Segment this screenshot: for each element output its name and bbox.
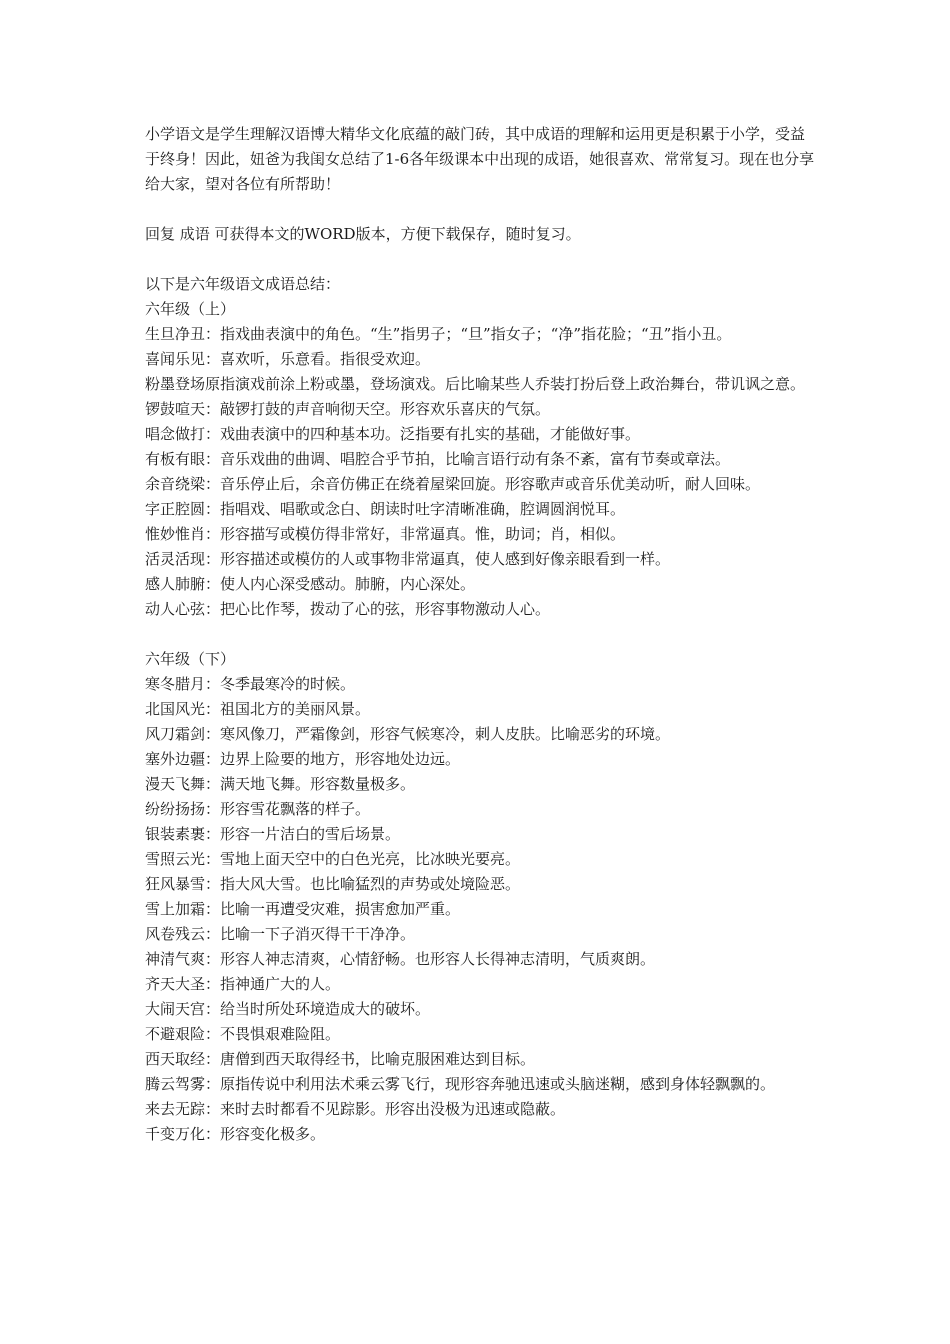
idiom-entry: 来去无踪：来时去时都看不见踪影。形容出没极为迅速或隐蔽。 — [145, 1100, 566, 1118]
idiom-entry: 狂风暴雪：指大风大雪。也比喻猛烈的声势或处境险恶。 — [145, 875, 521, 893]
intro-paragraph: 小学语文是学生理解汉语博大精华文化底蕴的敲门砖，其中成语的理解和运用更是积累于小学，受益于终身！因此，妞爸为我闺女总结了1-6各年级课本中出现的成语，她很喜欢、常常复习。现在也分享给大家，望对各位有所帮助！ — [145, 125, 815, 193]
idiom-entry: 活灵活现：形容描述或模仿的人或事物非常逼真，使人感到好像亲眼看到一样。 — [145, 550, 671, 568]
idiom-entry: 生旦净丑：指戏曲表演中的角色。“生”指男子；“旦”指女子；“净”指花脸；“丑”指小丑。 — [145, 325, 732, 343]
idiom-entry: 齐天大圣：指神通广大的人。 — [145, 975, 341, 993]
idiom-entry: 塞外边疆：边界上险要的地方，形容地处边远。 — [145, 750, 461, 768]
idiom-entry: 锣鼓喧天：敲锣打鼓的声音响彻天空。形容欢乐喜庆的气氛。 — [145, 400, 551, 418]
section-heading: 六年级（上） — [145, 300, 236, 318]
idiom-entry: 余音绕梁：音乐停止后，余音仿佛正在绕着屋梁回旋。形容歌声或音乐优美动听，耐人回味。 — [145, 475, 761, 493]
spacer — [145, 197, 817, 222]
idiom-entry: 神清气爽：形容人神志清爽，心情舒畅。也形容人长得神志清明，气质爽朗。 — [145, 950, 656, 968]
idiom-entry: 粉墨登场原指演戏前涂上粉或墨，登场演戏。后比喻某些人乔装打扮后登上政治舞台，带讥讽之意。 — [145, 375, 806, 393]
section-grade6-lower — [145, 647, 817, 1147]
idiom-entry: 风刀霜剑：寒风像刀，严霜像剑，形容气候寒冷，刺人皮肤。比喻恶劣的环境。 — [145, 725, 671, 743]
idiom-entry: 字正腔圆：指唱戏、唱歌或念白、朗读时吐字清晰准确，腔调圆润悦耳。 — [145, 500, 626, 518]
spacer — [145, 622, 817, 647]
spacer — [145, 247, 817, 272]
idiom-entry: 寒冬腊月：冬季最寒冷的时候。 — [145, 675, 356, 693]
idiom-entry: 雪上加霜：比喻一再遭受灾难，损害愈加严重。 — [145, 900, 461, 918]
section-grade6-upper — [145, 297, 817, 622]
idiom-entry: 惟妙惟肖：形容描写或模仿得非常好，非常逼真。惟，助词；肖，相似。 — [145, 525, 626, 543]
idiom-entry: 雪照云光：雪地上面天空中的白色光亮，比冰映光要亮。 — [145, 850, 521, 868]
idiom-entry: 纷纷扬扬：形容雪花飘落的样子。 — [145, 800, 371, 818]
idiom-entry: 北国风光：祖国北方的美丽风景。 — [145, 700, 371, 718]
idiom-entry: 漫天飞舞：满天地飞舞。形容数量极多。 — [145, 775, 416, 793]
summary-title: 以下是六年级语文成语总结： — [145, 275, 341, 293]
idiom-entry: 银装素裹：形容一片洁白的雪后场景。 — [145, 825, 401, 843]
idiom-entry: 有板有眼：音乐戏曲的曲调、唱腔合乎节拍，比喻言语行动有条不紊，富有节奏或章法。 — [145, 450, 731, 468]
idiom-entry: 唱念做打：戏曲表演中的四种基本功。泛指要有扎实的基础，才能做好事。 — [145, 425, 641, 443]
reply-note: 回复 成语 可获得本文的WORD版本，方便下载保存，随时复习。 — [145, 225, 581, 243]
idiom-entry: 大闹天宫：给当时所处环境造成大的破坏。 — [145, 1000, 431, 1018]
idiom-entry: 西天取经：唐僧到西天取得经书，比喻克服困难达到目标。 — [145, 1050, 536, 1068]
idiom-entry: 感人肺腑：使人内心深受感动。肺腑，内心深处。 — [145, 575, 476, 593]
idiom-entry: 喜闻乐见：喜欢听，乐意看。指很受欢迎。 — [145, 350, 431, 368]
idiom-entry: 不避艰险：不畏惧艰难险阻。 — [145, 1025, 341, 1043]
section-heading: 六年级（下） — [145, 650, 236, 668]
idiom-entry: 动人心弦：把心比作琴，拨动了心的弦，形容事物激动人心。 — [145, 600, 551, 618]
document-body — [145, 122, 817, 1147]
idiom-entry: 风卷残云：比喻一下子消灭得干干净净。 — [145, 925, 416, 943]
idiom-entry: 千变万化：形容变化极多。 — [145, 1125, 326, 1143]
idiom-entry: 腾云驾雾：原指传说中利用法术乘云雾飞行，现形容奔驰迅速或头脑迷糊，感到身体轻飘飘的。 — [145, 1075, 776, 1093]
